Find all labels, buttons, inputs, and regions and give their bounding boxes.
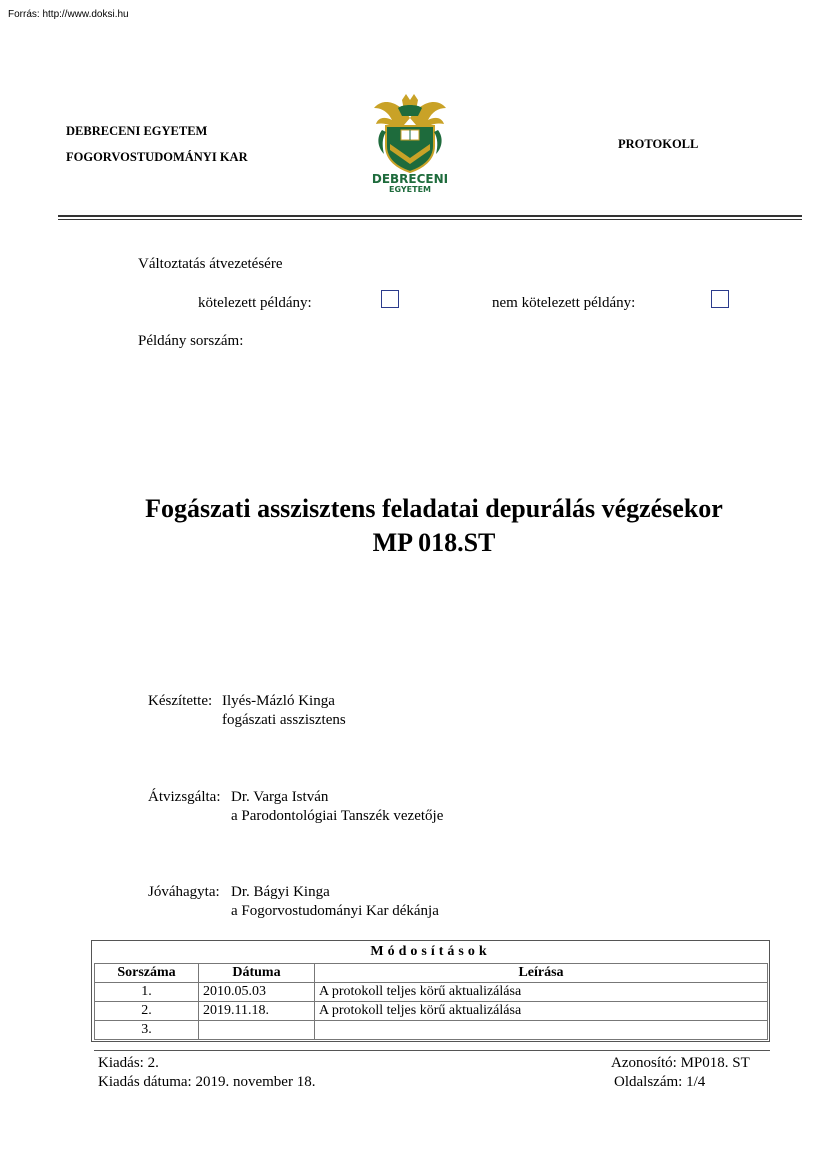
header-rule — [58, 215, 802, 217]
edition-date: Kiadás dátuma: 2019. november 18. — [98, 1074, 316, 1090]
document-code: MP 018.ST — [372, 528, 496, 557]
reviewed-by-role: a Parodontológiai Tanszék vezetője — [231, 808, 444, 824]
row-number: 1. — [95, 983, 199, 1002]
row-number: 2. — [95, 1002, 199, 1021]
row-description: A protokoll teljes körű aktualizálása — [315, 1002, 768, 1021]
university-logo — [368, 90, 452, 194]
non-mandatory-copy-checkbox[interactable] — [711, 290, 729, 308]
reviewed-by-label: Átvizsgálta: — [148, 789, 221, 805]
column-header-description: Leírása — [315, 964, 768, 983]
approved-by-name: Dr. Bágyi Kinga — [231, 884, 330, 900]
document-type: PROTOKOLL — [618, 137, 699, 151]
edition: Kiadás: 2. — [98, 1055, 159, 1071]
column-header-number: Sorszáma — [95, 964, 199, 983]
source-note: Forrás: http://www.doksi.hu — [8, 9, 129, 20]
row-description — [315, 1021, 768, 1040]
mandatory-copy-label: kötelezett példány: — [198, 295, 312, 311]
table-row — [95, 1021, 768, 1040]
mandatory-copy-checkbox[interactable] — [381, 290, 399, 308]
serial-number-label: Példány sorszám: — [138, 333, 244, 349]
prepared-by-label: Készítette: — [148, 693, 213, 709]
approved-by-role: a Fogorvostudományi Kar dékánja — [231, 903, 439, 919]
logo-text-line1: DEBRECENI — [371, 172, 449, 186]
column-header-date: Dátuma — [199, 964, 315, 983]
change-heading: Változtatás átvezetésére — [138, 256, 283, 272]
row-description: A protokoll teljes körű aktualizálása — [315, 983, 768, 1002]
footer-rule — [94, 1050, 770, 1051]
document-title: Fogászati asszisztens feladatai depurálás végzésekor — [145, 494, 723, 523]
table-header-row — [95, 964, 768, 983]
table-row — [95, 983, 768, 1002]
prepared-by-name: Ilyés-Mázló Kinga — [222, 693, 335, 709]
page-number: Oldalszám: 1/4 — [614, 1074, 706, 1090]
row-date: 2019.11.18. — [199, 1002, 315, 1021]
logo-text-line2: EGYETEM — [389, 185, 431, 194]
row-date: 2010.05.03 — [199, 983, 315, 1002]
row-date — [199, 1021, 315, 1040]
non-mandatory-copy-label: nem kötelezett példány: — [492, 295, 636, 311]
prepared-by-role: fogászati asszisztens — [222, 712, 346, 728]
approved-by-label: Jóváhagyta: — [148, 884, 220, 900]
row-number: 3. — [95, 1021, 199, 1040]
faculty-name: FOGORVOSTUDOMÁNYI KAR — [66, 150, 248, 164]
modifications-heading: Módosítások — [370, 944, 491, 959]
institution-name: DEBRECENI EGYETEM — [66, 124, 208, 138]
modifications-table — [94, 963, 768, 1040]
document-identifier: Azonosító: MP018. ST — [611, 1055, 750, 1071]
header-rule-thin — [58, 219, 802, 220]
reviewed-by-name: Dr. Varga István — [231, 789, 329, 805]
table-row — [95, 1002, 768, 1021]
university-crest-icon — [368, 90, 452, 194]
